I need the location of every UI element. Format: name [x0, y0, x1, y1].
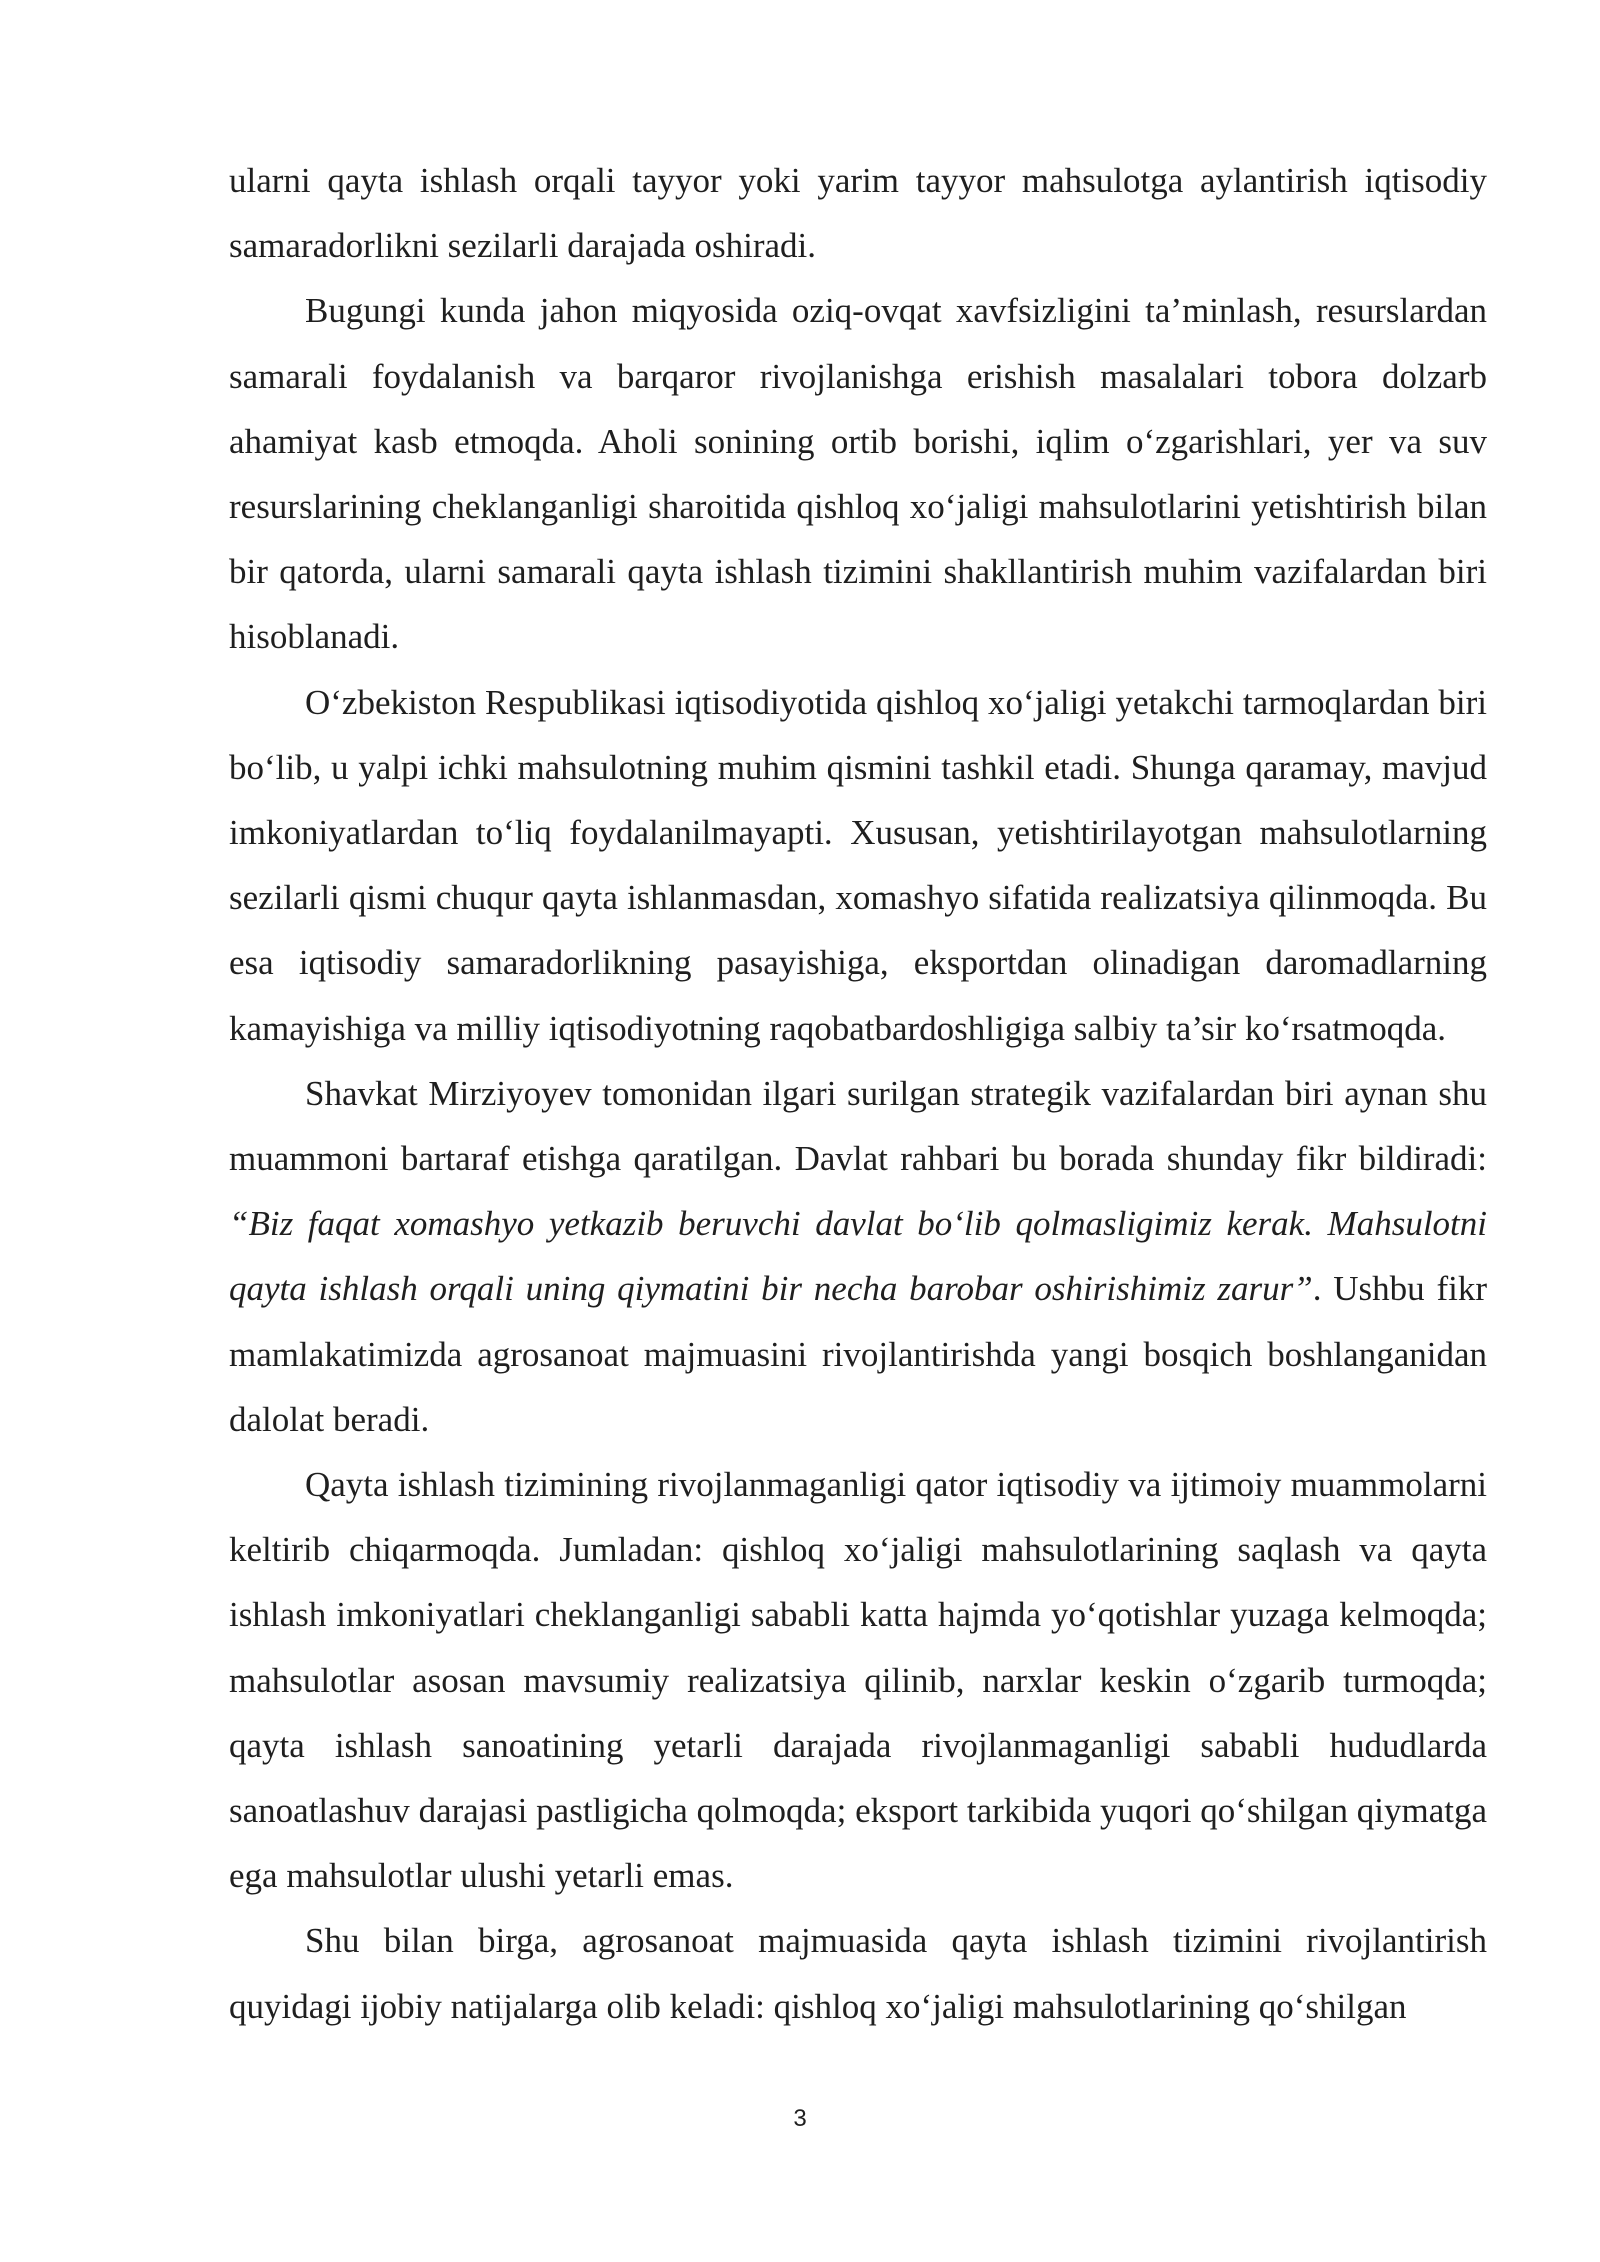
- body-text: [229, 148, 1487, 2039]
- paragraph-2: Bugungi kunda jahon miqyosida oziq-ovqat xavfsizligini ta’minlash, resurslardan samarali foydalanish va barqaror rivojlanishga erishish masalalari tobora dolzarb ahamiyat kasb etmoqda. Aholi sonining ortib borishi, iqlim o‘zgarishlari, yer va suv resurslarining cheklanganligi sharoitida qishloq xo‘jaligi mahsulotlarini yetishtirish bilan bir qatorda, ularni samarali qayta ishlash tizimini shakllantirish muhim vazifalardan biri hisoblanadi.: [229, 291, 1487, 657]
- president-quote: “Biz faqat xomashyo yetkazib beruvchi davlat bo‘lib qolmasligimiz kerak. Mahsulotni qayta ishlash orqali uning qiymatini bir necha barobar oshirishimiz zarur”: [229, 1204, 1487, 1309]
- paragraph-4: [229, 1061, 1487, 1452]
- paragraph-1: ularni qayta ishlash orqali tayyor yoki yarim tayyor mahsulotga aylantirish iqtisodiy samaradorlikni sezilarli darajada oshiradi.: [229, 161, 1487, 266]
- paragraph-4-lead: Shavkat Mirziyoyev tomonidan ilgari surilgan strategik vazifalardan biri aynan shu muammoni bartaraf etishga qaratilgan. Davlat rahbari bu borada shunday fikr bildiradi:: [229, 1073, 1487, 1179]
- paragraph-6: Shu bilan birga, agrosanoat majmuasida qayta ishlash tizimini rivojlantirish quyidagi ijobiy natijalarga olib keladi: qishloq xo‘jaligi mahsulotlarining qo‘shilgan: [229, 1921, 1487, 2026]
- paragraph-4-tail: . Ushbu fikr mamlakatimizda agrosanoat majmuasini rivojlantirishda yangi bosqich boshlanganidan dalolat beradi.: [229, 1269, 1487, 1439]
- page-number: 3: [793, 2105, 807, 2132]
- paragraph-3: O‘zbekiston Respublikasi iqtisodiyotida qishloq xo‘jaligi yetakchi tarmoqlardan biri bo‘lib, u yalpi ichki mahsulotning muhim qismini tashkil etadi. Shunga qaramay, mavjud imkoniyatlardan to‘liq foydalanilmayapti. Xususan, yetishtirilayotgan mahsulotlarning sezilarli qismi chuqur qayta ishlanmasdan, xomashyo sifatida realizatsiya qilinmoqda. Bu esa iqtisodiy samaradorlikning pasayishiga, eksportdan olinadigan daromadlarning kamayishiga va milliy iqtisodiyotning raqobatbardoshligiga salbiy ta’sir ko‘rsatmoqda.: [229, 682, 1487, 1048]
- paragraph-5: Qayta ishlash tizimining rivojlanmaganligi qator iqtisodiy va ijtimoiy muammolarni keltirib chiqarmoqda. Jumladan: qishloq xo‘jaligi mahsulotlarining saqlash va qayta ishlash imkoniyatlari cheklanganligi sababli katta hajmda yo‘qotishlar yuzaga kelmoqda; mahsulotlar asosan mavsumiy realizatsiya qilinib, narxlar keskin o‘zgarib turmoqda; qayta ishlash sanoatining yetarli darajada rivojlanmaganligi sababli hududlarda sanoatlashuv darajasi pastligicha qolmoqda; eksport tarkibida yuqori qo‘shilgan qiymatga ega mahsulotlar ulushi yetarli emas.: [229, 1465, 1487, 1896]
